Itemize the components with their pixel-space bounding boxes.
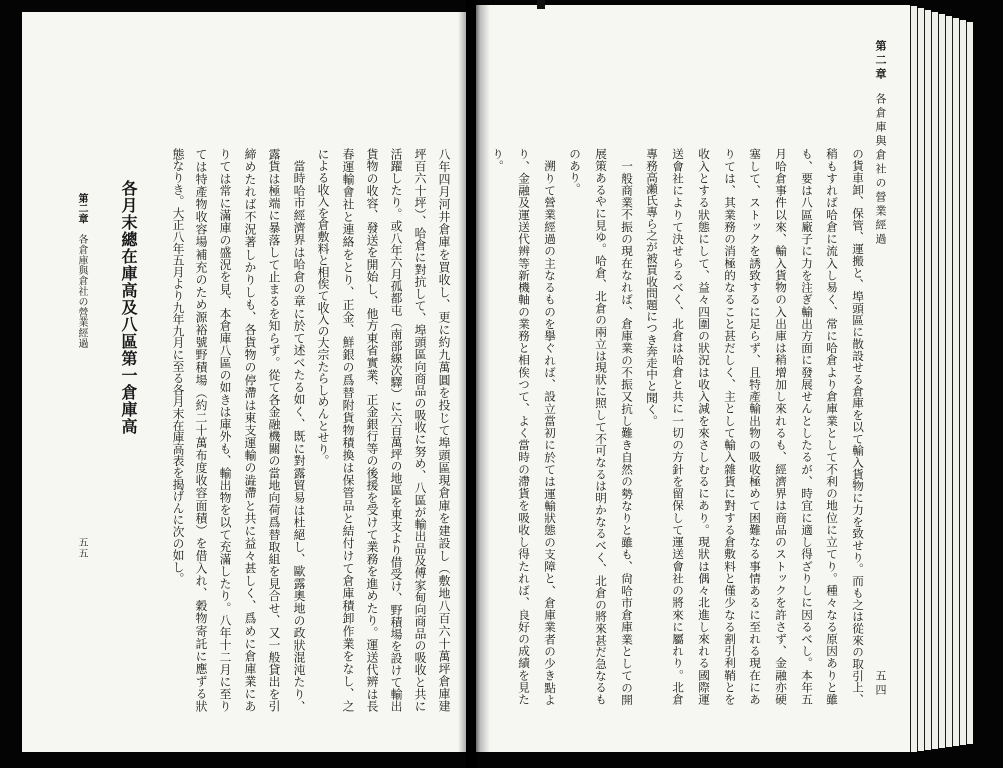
text-column: りては、其業務の消極的なること甚だしく、主として輸入雜貨に對する倉敷料と僅少なる割引利鞘とを	[723, 148, 737, 705]
running-head-title: 各倉庫與倉社の營業經過	[76, 234, 87, 349]
binding-mark	[537, 0, 545, 9]
text-column: の貨車卸、保管、運搬と、埠頭區に散設せる倉庫を以て輸入貨物に力を致せり。而も之は從來の取引上、	[851, 148, 865, 705]
page-edge	[959, 20, 966, 745]
text-column: 收入とする狀態にして、益々四圍の狀況は收入減を來さしむるにあり。現狀は偶々北進し來れる國際運	[697, 148, 711, 705]
text-column: 八年四月河井倉庫を買收し、更に約九萬圓を投じて埠頭區現倉庫を建設し（敷地八百六十萬坪倉庫建	[437, 148, 451, 712]
text-column: 活躍したり。或八年六月孤都屯（南部線次驛）に六百萬坪の地區を東支より借受け、野積場を設けて輸出	[389, 148, 403, 712]
text-column: 專務高瀨氏專ら之が被買收問題につき奔走中と聞く。	[645, 148, 659, 427]
running-head	[872, 40, 888, 247]
text-column: 展策あるやに見ゆ。哈倉、北倉の兩立は現狀に照して不可なるは明かなるべく、北倉の將來甚だ急なるも	[594, 148, 608, 705]
right-page	[476, 5, 910, 752]
page-number: 五五	[76, 537, 87, 559]
table-title: 各月末總在庫高及八區第一倉庫高	[119, 180, 138, 435]
left-page	[22, 12, 468, 752]
page-edge	[952, 18, 959, 746]
text-column: 溯りて營業經過の主なるものを擧ぐれば、設立當初に於ては運輸狀態の支障と、倉庫業者の少き點よ	[543, 159, 557, 705]
running-head-chapter: 第二章	[76, 193, 87, 225]
page-edge	[938, 14, 945, 748]
text-column: 送會社によりて決せらるべく、北倉は哈倉と共に一切の方針を留保して運送會社の將來に屬れり。北倉	[671, 148, 685, 705]
text-column: 春運輸會社と連絡をとり、正金、鮮銀の爲替附貨物積換は保管品と結付けて倉庫積卸作業をなし、之	[341, 148, 355, 712]
page-edge	[924, 10, 931, 750]
page-number: 五四	[874, 670, 887, 698]
text-column: 坪百六十坪）、哈倉に對抗して、埠頭區向商品の吸收に努め、八區が輸出品及傅家甸向商品の吸收と共に	[413, 148, 427, 712]
page-edge	[966, 22, 973, 744]
running-head	[73, 193, 89, 349]
text-column: り。	[491, 148, 505, 172]
text-column: による收入を倉敷料と相俟て收入の大宗たらしめんとせり。	[316, 148, 330, 467]
text-column: 態なりき。大正八年五月より九年九月に至る各月末在庫高表を揭げんに次の如し。	[171, 148, 185, 585]
text-column: 一般商業不振の現在なれば、倉庫業の不振又抗し難き自然の勢なりと雖も、尙哈市倉庫業としての開	[620, 159, 634, 705]
text-column: りては常に滿庫の盛況を見、本倉庫八區の如きは庫外も、輸出物を以て充滿したり。八年十二月に至り	[218, 148, 232, 712]
text-column: 貨物の收容、發送を開始し、他方東省實業、正金銀行等の後援を受けて業務を進めたり。運送代辨は長	[365, 148, 379, 712]
text-column: 塞して、ストックを誘致するに足らず、且特產輸出物の吸收極めて困難なる事情あるに至れる現在にあ	[748, 148, 762, 705]
text-column: 月哈倉事件以來、輸入貨物の入出庫は稍增加し來れるも、經濟界は商品のストックを許さず、金融亦硬	[774, 148, 788, 705]
page-edge	[945, 16, 952, 747]
text-column: 稍もすれば哈倉に流入し易く、常に哈倉より倉庫業として不利の地位に立てり。種々なる原因ありと雖	[825, 148, 839, 705]
text-column: のあり。	[568, 148, 582, 195]
text-column: 露貨は極端に暴落して止まるを知らず。從て各金融機關の當地向荷爲替取組を見合せ、又一般貸出を引	[267, 148, 281, 712]
text-column: 締めたれば不況著しかりしも、各貨物の停滯は東支運輸の澁滯と共に益々甚しく、爲めに倉庫業にあ	[243, 148, 257, 712]
running-head-chapter: 第二章	[874, 40, 887, 82]
gutter-shadow	[476, 5, 490, 752]
text-column: り、金融及運送代辨等新機軸の業務と相俟つて、よく當時の滯貨を吸收し得たれば、良好の成績を見た	[517, 148, 531, 705]
text-column: も、要は八區廠子に力を注ぎ輸出方面に發展せんとしたるが、時宜に適し得ざりしに因るべし。本年五	[800, 148, 814, 705]
text-column: ては特產物收容場補充のため源裕號野積場（約二十萬布度收容面積）を借入れ、穀物寄託に應ずる狀	[194, 148, 208, 712]
page-edge	[910, 6, 917, 752]
page-edge	[931, 12, 938, 749]
page-edge	[917, 8, 924, 751]
running-head-title: 各倉庫與倉社の營業經過	[874, 93, 887, 247]
text-column: 當時哈市經濟界は哈倉の章に於て述べたる如く、既に對露貿易は杜絕し、歐露奧地の政狀混沌たり、	[292, 159, 306, 712]
